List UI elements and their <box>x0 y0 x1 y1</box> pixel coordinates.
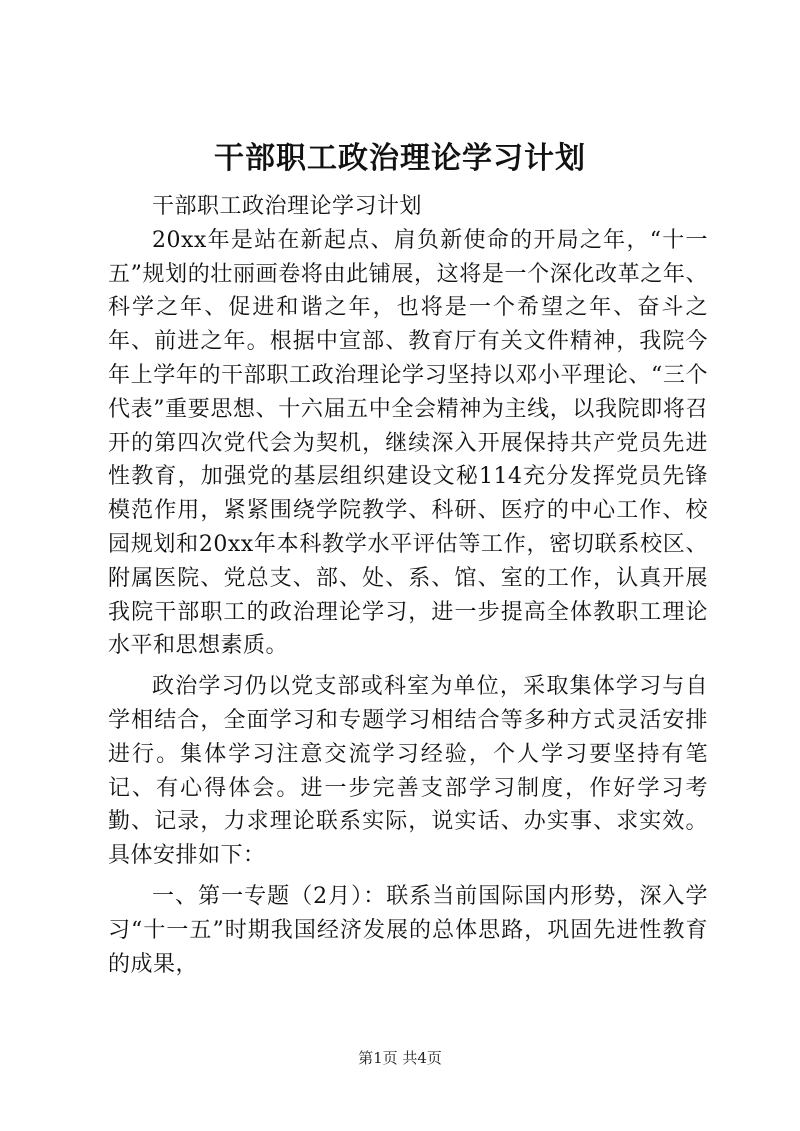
paragraph-subtitle: 干部职工政治理论学习计划 <box>152 194 423 219</box>
document-title: 干部职工政治理论学习计划 <box>214 141 586 176</box>
paragraph-intro: 20xx年是站在新起点、肩负新使命的开局之年，“十一五”规划的壮丽画卷将由此铺展，这将是一个深化改革之年、科学之年、促进和谐之年，也将是一个希望之年、奋斗之年、前进之年。根据中宣部、教育厅有关文件精神，我院今年上学年的干部职工政治理论学习坚持以邓小平理论、“三个代表”重要思想、十六届五中全会精神为主线，以我院即将召开的第四次党代会为契机，继续深入开展保持共产党员先进性教育，加强党的基层组织建设文秘114充分发挥党员先锋模范作用，紧紧围绕学院教学、科研、医疗的中心工作、校园规划和20xx年本科教学水平评估等工作，密切联系校区、附属医院、党总支、部、处、系、馆、室的工作，认真开展我院干部职工的政治理论学习，进一步提高全体教职工理论水平和思想素质。 <box>108 227 708 659</box>
document-body <box>108 190 708 981</box>
page-footer: 第1页 共4页 <box>358 1049 442 1067</box>
paragraph-study-method: 政治学习仍以党支部或科室为单位，采取集体学习与自学相结合，全面学习和专题学习相结合等多种方式灵活安排进行。集体学习注意交流学习经验，个人学习要坚持有笔记、有心得体会。进一步完善支部学习制度，作好学习考勤、记录，力求理论联系实际，说实话、办实事、求实效。具体安排如下： <box>108 674 708 869</box>
paragraph-topic-one: 一、第一专题（2月）：联系当前国际国内形势，深入学习“十一五”时期我国经济发展的总体思路，巩固先进性教育的成果， <box>108 883 708 977</box>
